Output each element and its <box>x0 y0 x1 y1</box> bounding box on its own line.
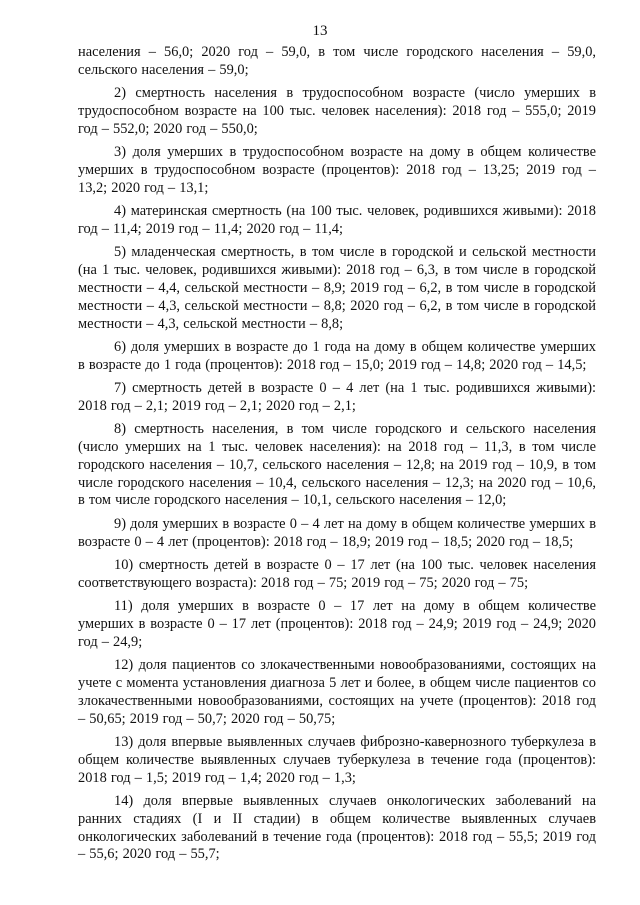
page-number: 13 <box>312 23 328 39</box>
paragraph-item-14: 14) доля впервые выявленных случаев онкологических заболеваний на ранних стадиях (I и II стадии) в общем количестве выявленных случаев онкологических заболеваний в течение года (процентов): 2018 год – 55,5; 2019 год – 55,6; 2020 год – 55,7; <box>78 793 596 863</box>
paragraph-item-5: 5) младенческая смертность, в том числе в городской и сельской местности (на 1 тыс. человек, родившихся живыми): 2018 год – 6,3, в том числе в городской местности – 4,4, сельской местности – 8,9; 2019 год – 6,2, в том числе в городской местности – 4,3, сельской местности – 8,8; 2020 год – 6,2, в том числе в городской местности – 4,3, сельской местности – 8,8; <box>78 244 596 332</box>
document-body <box>78 44 596 870</box>
paragraph-item-13: 13) доля впервые выявленных случаев фиброзно-кавернозного туберкулеза в общем количестве выявленных случаев туберкулеза в течение года (процентов): 2018 год – 1,5; 2019 год – 1,4; 2020 год – 1,3; <box>78 734 596 786</box>
paragraph-continuation: населения – 56,0; 2020 год – 59,0, в том числе городского населения – 59,0, сельского населения – 59,0; <box>78 44 596 78</box>
paragraph-item-3: 3) доля умерших в трудоспособном возрасте на дому в общем количестве умерших в трудоспособном возрасте (процентов): 2018 год – 13,25; 2019 год – 13,2; 2020 год – 13,1; <box>78 144 596 196</box>
paragraph-item-2: 2) смертность населения в трудоспособном возрасте (число умерших в трудоспособном возрасте на 100 тыс. человек населения): 2018 год – 555,0; 2019 год – 552,0; 2020 год – 550,0; <box>78 85 596 137</box>
paragraph-item-7: 7) смертность детей в возрасте 0 – 4 лет (на 1 тыс. родившихся живыми): 2018 год – 2,1; 2019 год – 2,1; 2020 год – 2,1; <box>78 380 596 414</box>
paragraph-item-12: 12) доля пациентов со злокачественными новообразованиями, состоящих на учете с момента установления диагноза 5 лет и более, в общем числе пациентов со злокачественными новообразованиями, состоящих на учете (процентов): 2018 год – 50,65; 2019 год – 50,7; 2020 год – 50,75; <box>78 657 596 727</box>
paragraph-item-9: 9) доля умерших в возрасте 0 – 4 лет на дому в общем количестве умерших в возрасте 0 – 4 лет (процентов): 2018 год – 18,9; 2019 год – 18,5; 2020 год – 18,5; <box>78 515 596 550</box>
paragraph-item-8: 8) смертность населения, в том числе городского и сельского населения (число умерших на 1 тыс. человек населения): на 2018 год – 11,3, в том числе городского населения – 10,7, сельского населения – 12,8; на 2019 год – 10,9, в том числе городского населения – 10,4, сельского населения – 12,3; на 2020 год – 10,6, в том числе городского населения – 10,1, сельского населения – 12,0; <box>78 421 596 509</box>
paragraph-item-10: 10) смертность детей в возрасте 0 – 17 лет (на 100 тыс. человек населения соответствующего возраста): 2018 год – 75; 2019 год – 75; 2020 год – 75; <box>78 557 596 591</box>
paragraph-item-6: 6) доля умерших в возрасте до 1 года на дому в общем количестве умерших в возрасте до 1 года (процентов): 2018 год – 15,0; 2019 год – 14,8; 2020 год – 14,5; <box>78 338 596 373</box>
paragraph-item-11: 11) доля умерших в возрасте 0 – 17 лет на дому в общем количестве умерших в возрасте 0 – 17 лет (процентов): 2018 год – 24,9; 2019 год – 24,9; 2020 год – 24,9; <box>78 598 596 650</box>
paragraph-item-4: 4) материнская смертность (на 100 тыс. человек, родившихся живыми): 2018 год – 11,4; 2019 год – 11,4; 2020 год – 11,4; <box>78 203 596 237</box>
